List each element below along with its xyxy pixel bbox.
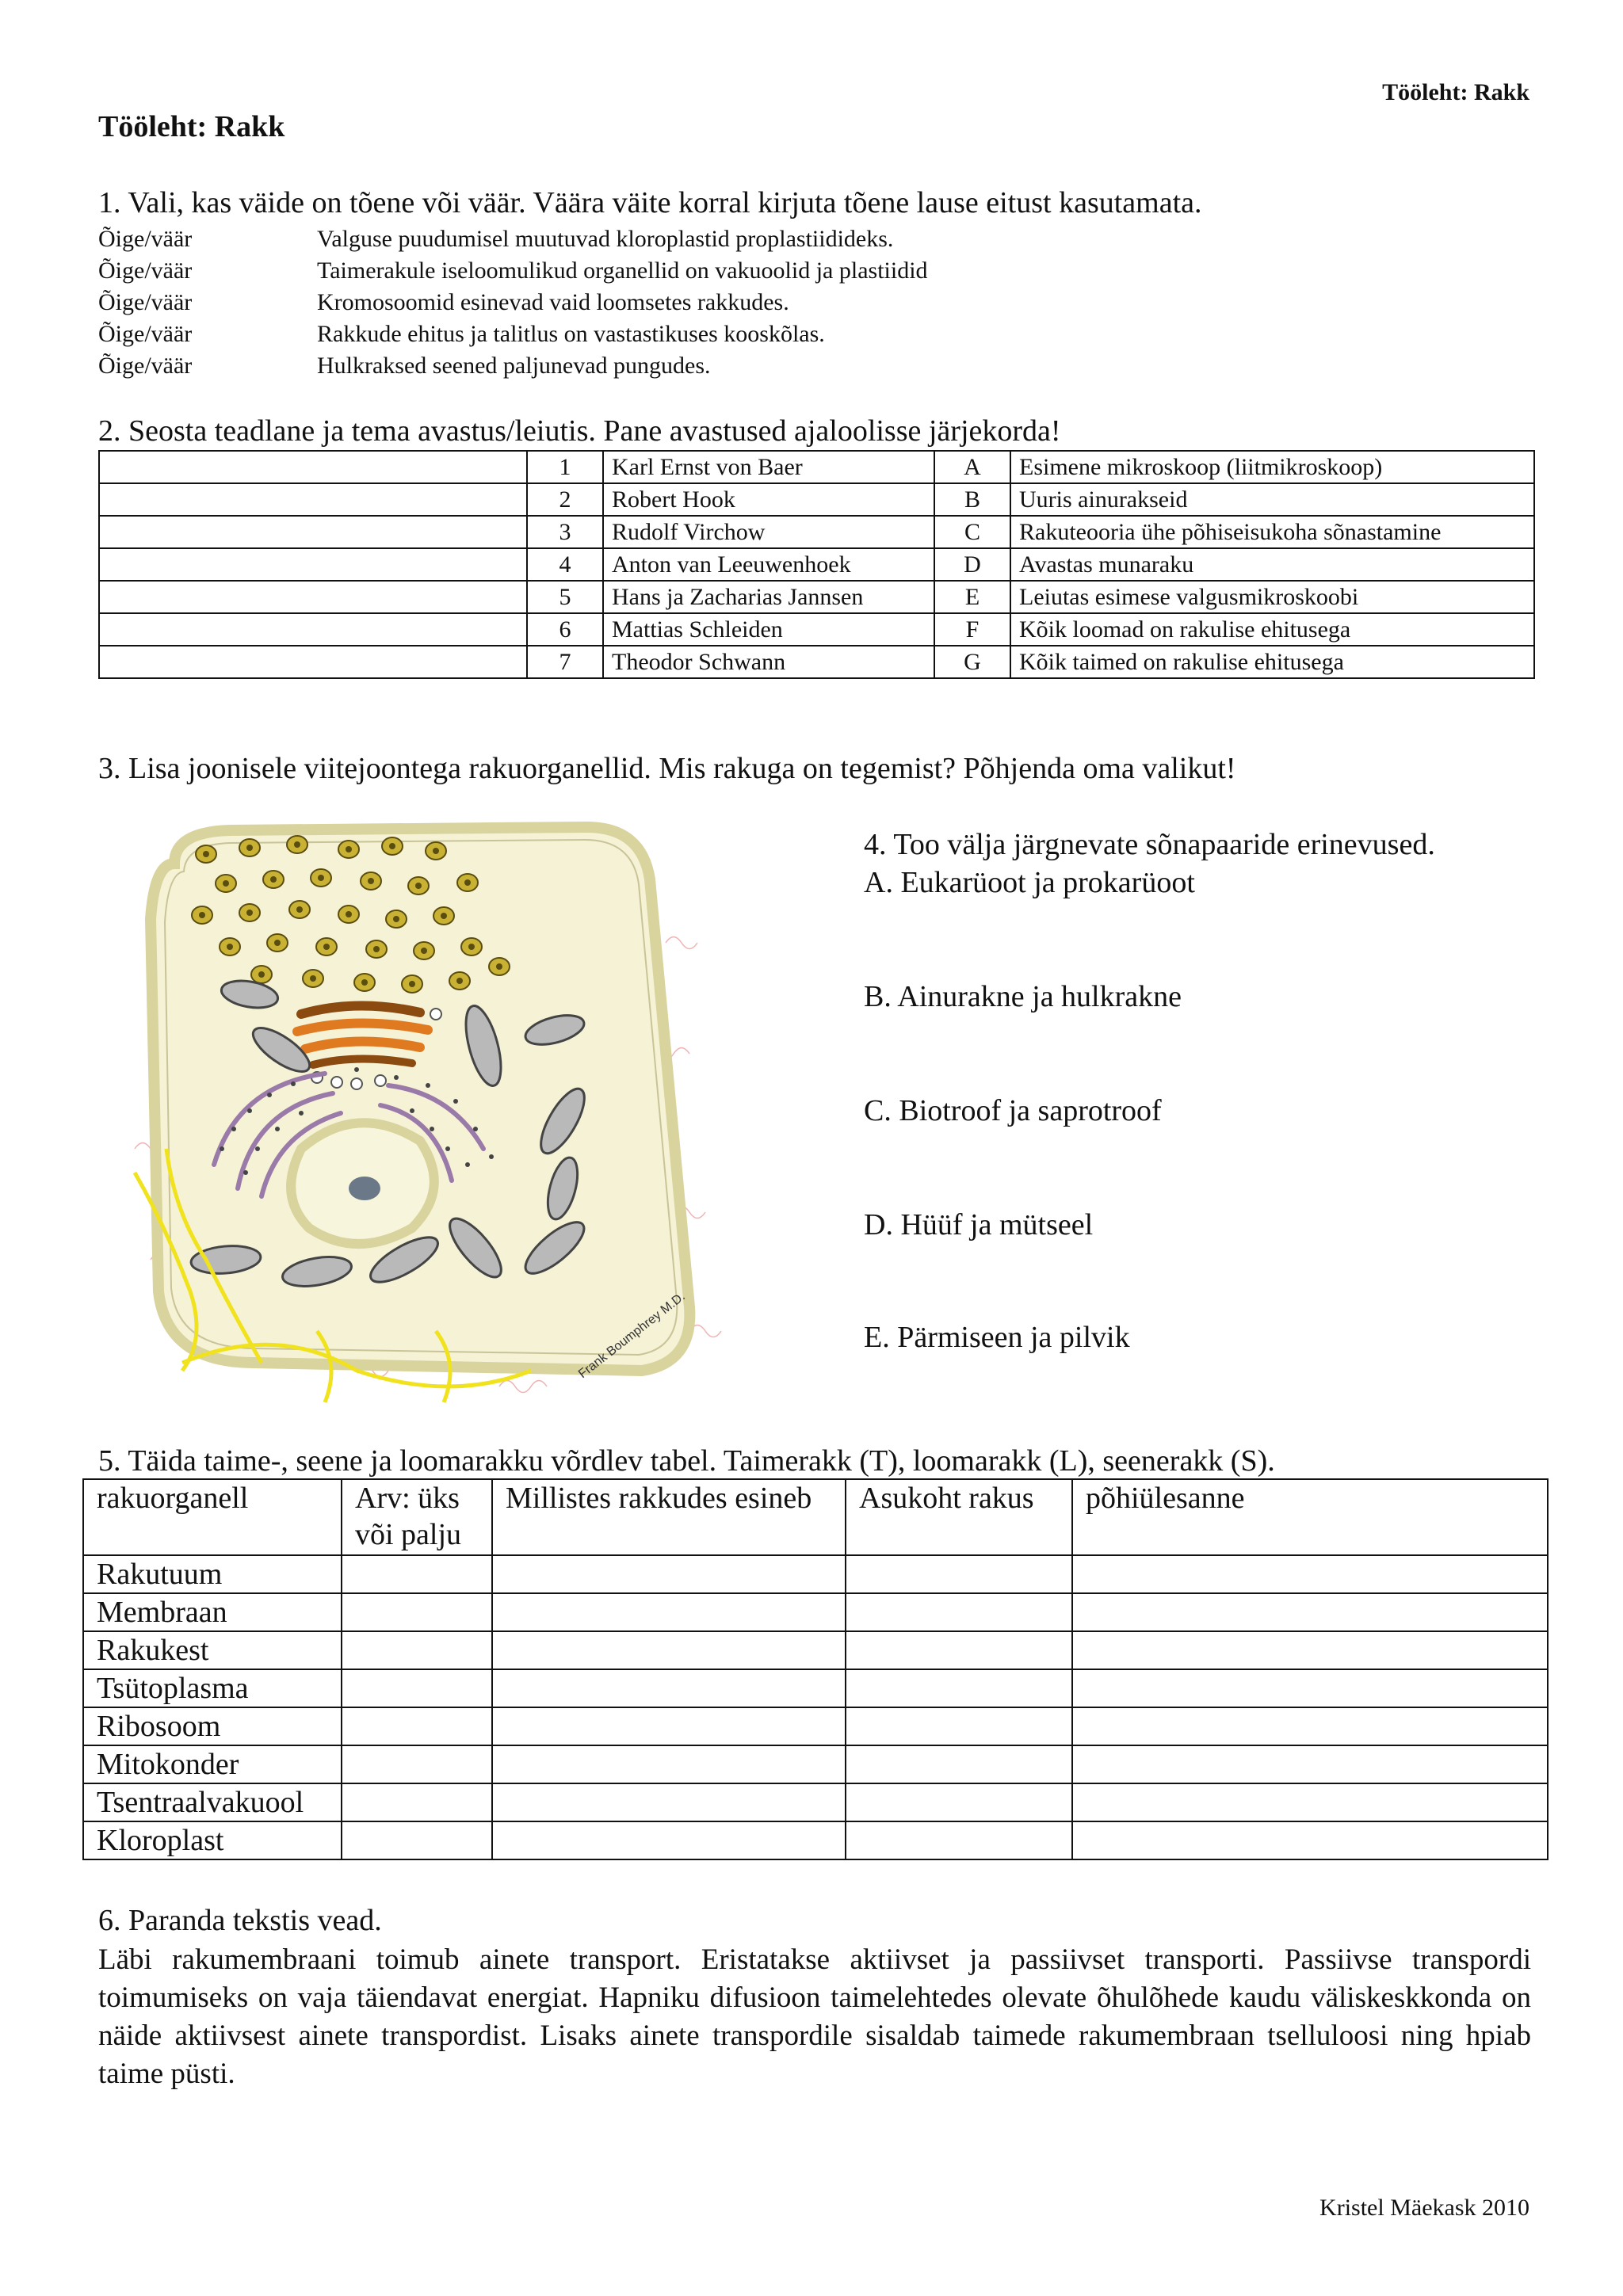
- q4-item-b: B. Ainurakne ja hulkrakne: [864, 980, 1182, 1013]
- running-header: Tööleht: Rakk: [1382, 79, 1529, 105]
- answer-cell[interactable]: [99, 646, 527, 678]
- q1-answer-label[interactable]: Õige/väär: [98, 321, 193, 347]
- answer-cell[interactable]: [492, 1593, 846, 1631]
- answer-cell[interactable]: [846, 1707, 1072, 1745]
- answer-cell[interactable]: [846, 1821, 1072, 1859]
- q4-item-e: E. Pärmiseen ja pilvik: [864, 1321, 1130, 1354]
- footer-author: Kristel Mäekask 2010: [1319, 2195, 1529, 2221]
- answer-cell[interactable]: [846, 1631, 1072, 1669]
- q1-answer-label[interactable]: Õige/väär: [98, 257, 193, 284]
- table-row: [83, 1745, 1548, 1783]
- num-cell: 2: [527, 483, 603, 516]
- answer-cell[interactable]: [99, 613, 527, 646]
- q1-statements: [0, 223, 1623, 382]
- answer-cell[interactable]: [846, 1745, 1072, 1783]
- answer-cell[interactable]: [492, 1783, 846, 1821]
- answer-cell[interactable]: [492, 1707, 846, 1745]
- letter-cell: D: [934, 548, 1010, 581]
- q6-paragraph: Läbi rakumembraani toimub ainete transport. Eristatakse aktiivset ja passiivset transporti. Passiivse transpordi toimumiseks on vaja täiendavat energiat. Hapniku difusioon taimelehtedes olevate õhulõhede kaudu väliskeskkonda on näide aktiivsest ainete transpordist. Lisaks ainete transpordile sisaldab taimede rakumembraan tselluloosi ning hpiab taime püsti.: [98, 1943, 1531, 2090]
- organelle-cell: Tsütoplasma: [83, 1669, 342, 1707]
- organelle-cell: Ribosoom: [83, 1707, 342, 1745]
- q1-row: [0, 223, 1623, 255]
- organelle-cell: Membraan: [83, 1593, 342, 1631]
- q1-statement: Hulkraksed seened paljunevad pungudes.: [317, 353, 711, 379]
- nucleus: [291, 1123, 434, 1244]
- discovery-cell: Uuris ainurakseid: [1010, 483, 1534, 516]
- discovery-cell: Rakuteooria ühe põhiseisukoha sõnastamine: [1010, 516, 1534, 548]
- scientist-cell: Karl Ernst von Baer: [603, 451, 934, 483]
- organelle-cell: Rakukest: [83, 1631, 342, 1669]
- q1-row: [0, 318, 1623, 350]
- page-title: Tööleht: Rakk: [98, 110, 285, 143]
- q1-statement: Rakkude ehitus ja talitlus on vastastikuses kooskõlas.: [317, 321, 825, 347]
- header-cell: Asukoht rakus: [846, 1479, 1072, 1555]
- answer-cell[interactable]: [99, 516, 527, 548]
- table-row: [83, 1555, 1548, 1593]
- scientist-cell: Robert Hook: [603, 483, 934, 516]
- q1-answer-label[interactable]: Õige/väär: [98, 353, 193, 379]
- nucleolus: [349, 1177, 380, 1200]
- table-row: [83, 1593, 1548, 1631]
- answer-cell[interactable]: [846, 1783, 1072, 1821]
- discovery-cell: Avastas munaraku: [1010, 548, 1534, 581]
- scientist-cell: Theodor Schwann: [603, 646, 934, 678]
- q2-title: 2. Seosta teadlane ja tema avastus/leiutis. Pane avastused ajaloolisse järjekorda!: [98, 414, 1061, 448]
- scientist-cell: Anton van Leeuwenhoek: [603, 548, 934, 581]
- q4-title: 4. Too välja järgnevate sõnapaaride erinevused.: [864, 828, 1435, 861]
- answer-cell[interactable]: [99, 581, 527, 613]
- header-cell: Arv: üks või palju: [342, 1479, 492, 1555]
- q1-statement: Valguse puudumisel muutuvad kloroplastid proplastiidideks.: [317, 226, 894, 252]
- q5-comparison-table: [82, 1478, 1549, 1860]
- q1-row: [0, 255, 1623, 287]
- table-header-row: [83, 1479, 1548, 1555]
- answer-cell[interactable]: [1072, 1745, 1548, 1783]
- letter-cell: F: [934, 613, 1010, 646]
- answer-cell[interactable]: [492, 1821, 846, 1859]
- answer-cell[interactable]: [342, 1593, 492, 1631]
- table-row: [99, 613, 1534, 646]
- answer-cell[interactable]: [1072, 1555, 1548, 1593]
- cell-diagram: [119, 816, 816, 1418]
- q5-title: 5. Täida taime-, seene ja loomarakku võrdlev tabel. Taimerakk (T), loomarakk (L), seenerakk (S).: [98, 1444, 1275, 1478]
- answer-cell[interactable]: [846, 1593, 1072, 1631]
- discovery-cell: Kõik taimed on rakulise ehitusega: [1010, 646, 1534, 678]
- table-row: [99, 516, 1534, 548]
- header-cell: Millistes rakkudes esineb: [492, 1479, 846, 1555]
- letter-cell: A: [934, 451, 1010, 483]
- q1-statement: Kromosoomid esinevad vaid loomsetes rakkudes.: [317, 289, 789, 315]
- answer-cell[interactable]: [342, 1555, 492, 1593]
- answer-cell[interactable]: [99, 483, 527, 516]
- table-row: [83, 1669, 1548, 1707]
- discovery-cell: Kõik loomad on rakulise ehitusega: [1010, 613, 1534, 646]
- answer-cell[interactable]: [342, 1783, 492, 1821]
- answer-cell[interactable]: [846, 1669, 1072, 1707]
- organelle-cell: Rakutuum: [83, 1555, 342, 1593]
- q6-title: 6. Paranda tekstis vead.: [98, 1904, 382, 1937]
- num-cell: 6: [527, 613, 603, 646]
- answer-cell[interactable]: [99, 548, 527, 581]
- answer-cell[interactable]: [492, 1631, 846, 1669]
- letter-cell: E: [934, 581, 1010, 613]
- q2-matching-table: [98, 450, 1535, 679]
- num-cell: 1: [527, 451, 603, 483]
- answer-cell[interactable]: [342, 1669, 492, 1707]
- discovery-cell: Leiutas esimese valgusmikroskoobi: [1010, 581, 1534, 613]
- q1-answer-label[interactable]: Õige/väär: [98, 226, 193, 252]
- answer-cell[interactable]: [342, 1821, 492, 1859]
- diagram-credit: Frank Boumphrey M.D.: [575, 1289, 688, 1382]
- num-cell: 3: [527, 516, 603, 548]
- organelle-cell: Tsentraalvakuool: [83, 1783, 342, 1821]
- table-row: [83, 1783, 1548, 1821]
- answer-cell[interactable]: [1072, 1669, 1548, 1707]
- scientist-cell: Rudolf Virchow: [603, 516, 934, 548]
- table-row: [83, 1707, 1548, 1745]
- answer-cell[interactable]: [342, 1745, 492, 1783]
- discovery-cell: Esimene mikroskoop (liitmikroskoop): [1010, 451, 1534, 483]
- answer-cell[interactable]: [492, 1555, 846, 1593]
- answer-cell[interactable]: [1072, 1783, 1548, 1821]
- table-row: [99, 581, 1534, 613]
- answer-cell[interactable]: [492, 1669, 846, 1707]
- table-row: [99, 451, 1534, 483]
- answer-cell[interactable]: [1072, 1707, 1548, 1745]
- letter-cell: G: [934, 646, 1010, 678]
- table-row: [83, 1631, 1548, 1669]
- q4-item-c: C. Biotroof ja saprotroof: [864, 1094, 1162, 1127]
- letter-cell: B: [934, 483, 1010, 516]
- organelle-cell: Mitokonder: [83, 1745, 342, 1783]
- q1-row: [0, 350, 1623, 382]
- answer-cell[interactable]: [99, 451, 527, 483]
- q1-answer-label[interactable]: Õige/väär: [98, 289, 193, 315]
- num-cell: 7: [527, 646, 603, 678]
- q4-item-a: A. Eukarüoot ja prokarüoot: [864, 866, 1195, 899]
- table-row: [99, 646, 1534, 678]
- answer-cell[interactable]: [846, 1555, 1072, 1593]
- table-row: [99, 548, 1534, 581]
- header-cell: rakuorganell: [83, 1479, 342, 1555]
- q1-row: [0, 287, 1623, 318]
- q1-statement: Taimerakule iseloomulikud organellid on vakuoolid ja plastiidid: [317, 257, 928, 284]
- answer-cell[interactable]: [1072, 1631, 1548, 1669]
- table-row: [99, 483, 1534, 516]
- cell-wall: [151, 827, 689, 1371]
- scientist-cell: Mattias Schleiden: [603, 613, 934, 646]
- answer-cell[interactable]: [492, 1745, 846, 1783]
- num-cell: 4: [527, 548, 603, 581]
- answer-cell[interactable]: [342, 1631, 492, 1669]
- letter-cell: C: [934, 516, 1010, 548]
- q1-title: 1. Vali, kas väide on tõene või väär. Väära väite korral kirjuta tõene lause eitust kasutamata.: [98, 186, 1202, 219]
- answer-cell[interactable]: [342, 1707, 492, 1745]
- header-cell: põhiülesanne: [1072, 1479, 1548, 1555]
- answer-cell[interactable]: [1072, 1821, 1548, 1859]
- organelle-cell: Kloroplast: [83, 1821, 342, 1859]
- answer-cell[interactable]: [1072, 1593, 1548, 1631]
- table-row: [83, 1821, 1548, 1859]
- scientist-cell: Hans ja Zacharias Jannsen: [603, 581, 934, 613]
- num-cell: 5: [527, 581, 603, 613]
- q3-title: 3. Lisa joonisele viitejoontega rakuorganellid. Mis rakuga on tegemist? Põhjenda oma valikut!: [98, 752, 1236, 785]
- q4-item-d: D. Hüüf ja mütseel: [864, 1208, 1094, 1241]
